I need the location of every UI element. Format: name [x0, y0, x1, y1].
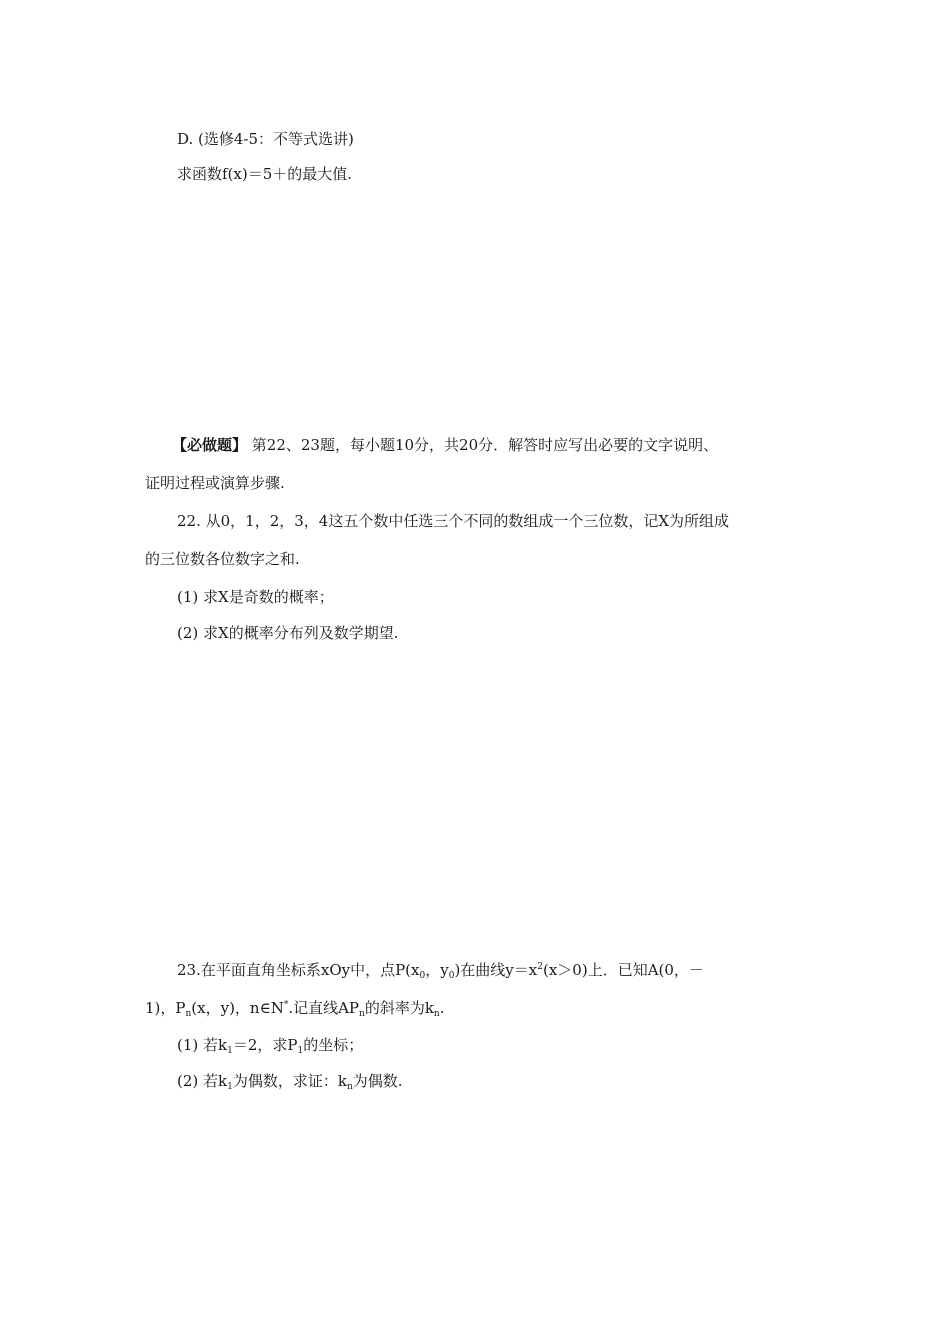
- required-intro-line2: 证明过程或演算步骤.: [145, 474, 285, 492]
- section-d-problem: 求函数f(x)＝5＋的最大值.: [177, 165, 353, 183]
- q22-line1: 22. 从0，1，2，3，4这五个数中任选三个不同的数组成一个三位数，记X为所组成: [177, 512, 730, 530]
- q23-part2: (2) 若$k_1$为偶数，求证：$k_n$为偶数.: [177, 1072, 403, 1092]
- section-d-heading: D. (选修4-5：不等式选讲): [177, 130, 354, 148]
- q23-line1: 23.在平面直角坐标系xOy中，点$P(x_0$，$y_0$)在曲线$y=x^2(x>0)$上．已知A(0，－: [177, 961, 704, 981]
- required-intro: [172, 435, 718, 455]
- q23-part1: (1) 若$k_1=2$，求$P_1$的坐标；: [177, 1036, 364, 1056]
- q22-part1: (1) 求X是奇数的概率；: [177, 588, 334, 606]
- required-label: 【必做题】: [172, 436, 248, 454]
- q22-part2: (2) 求X的概率分布列及数学期望.: [177, 624, 399, 642]
- required-intro-line1: 第22、23题，每小题10分，共20分．解答时应写出必要的文字说明、: [251, 436, 719, 454]
- q23-line2: 1)，$P_n(x$，y)，n∈N*.记直线$AP_n$的斜率为$k_n$.: [145, 999, 445, 1019]
- q22-line2: 的三位数各位数字之和.: [145, 550, 300, 568]
